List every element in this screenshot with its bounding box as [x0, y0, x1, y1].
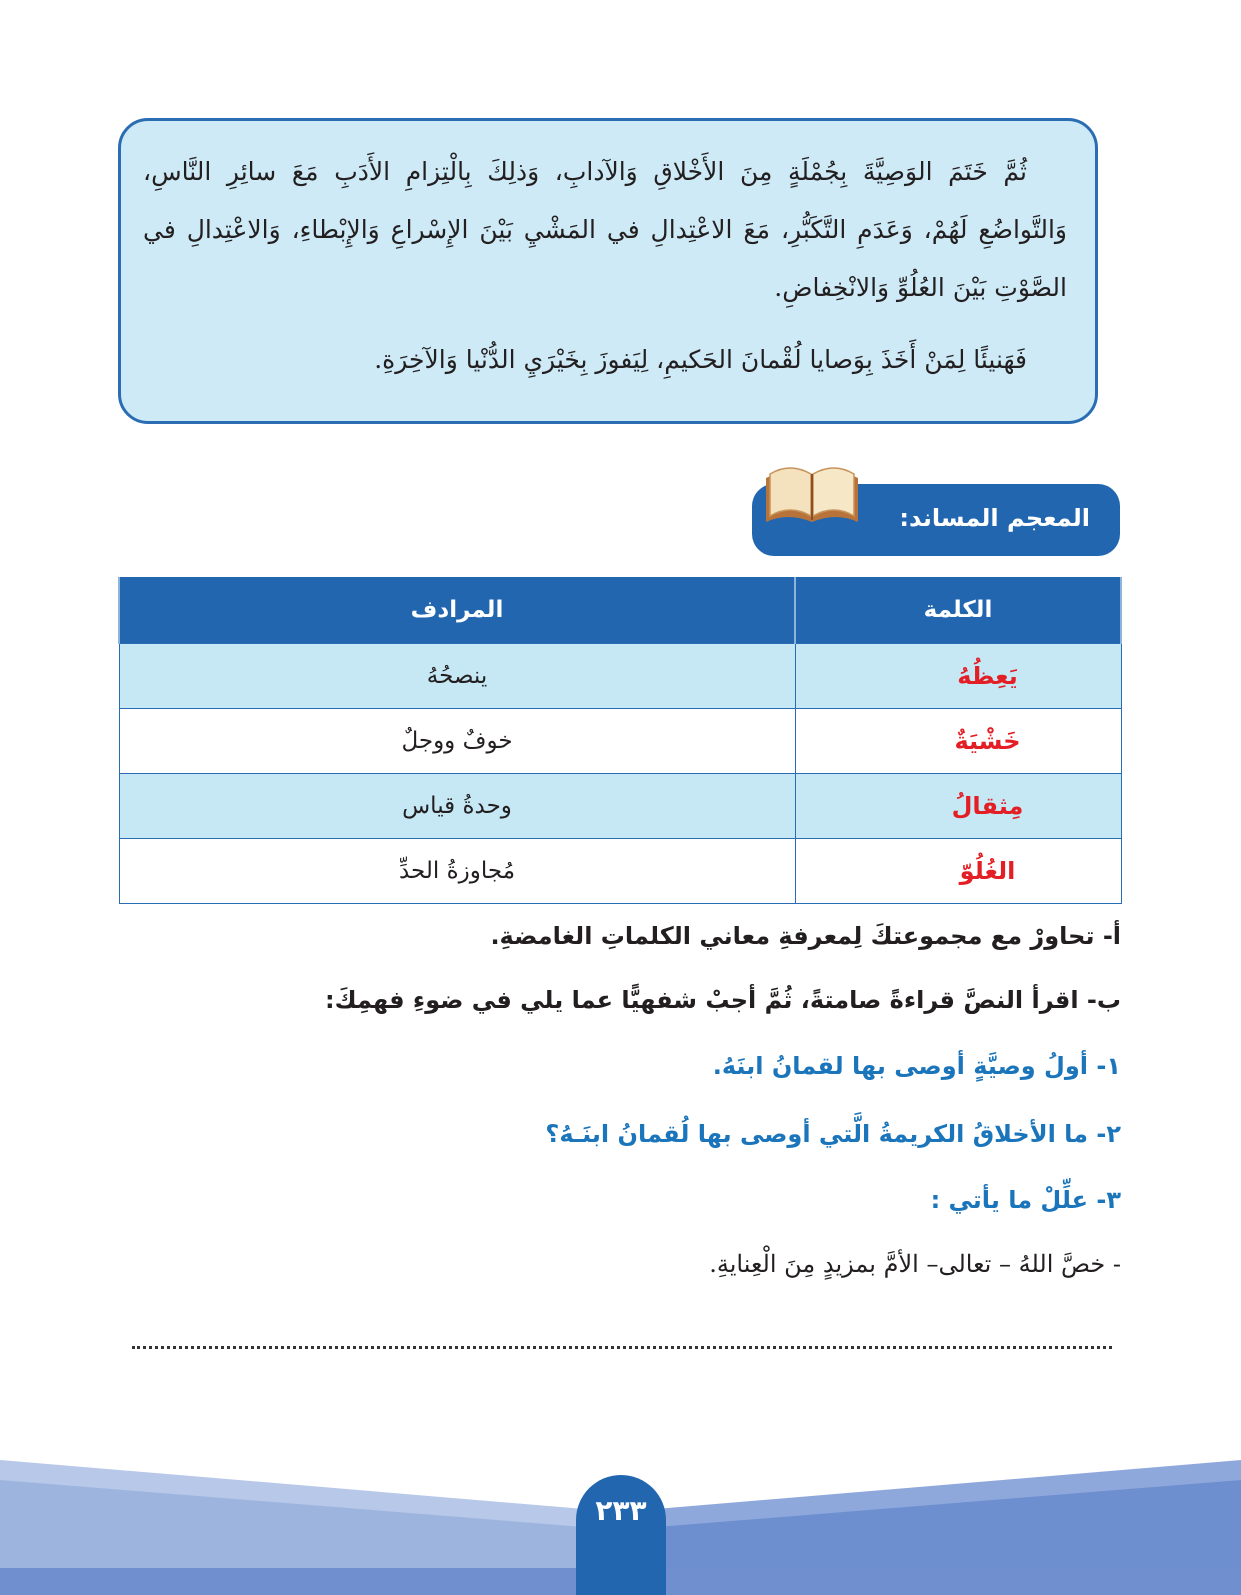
passage-paragraph-1: ثُمَّ خَتَمَ الوَصِيَّةَ بِجُمْلَةٍ مِنَ الأَخْلاقِ وَالآدابِ، وَذلِكَ بِالْتِزامِ الأَدَبِ مَعَ سائِرِ النَّاسِ، وَالتَّواضُعِ لَهُمْ، وَعَدَمِ التَّكَبُّرِ، مَعَ الاعْتِدالِ في المَشْيِ بَيْنَ الإِسْراعِ وَالإِبْطاءِ، وَالاعْتِدالِ في الصَّوْتِ بَيْنَ العُلُوِّ وَالانْخِفاضِ. [143, 157, 1067, 302]
passage-paragraph-2: فَهَنيئًا لِمَنْ أَخَذَ بِوَصايا لُقْمانَ الحَكيمِ، لِيَفوزَ بِخَيْرَيِ الدُّنْيا وَالآخِرَةِ. [374, 345, 1027, 374]
question-2: ٢- ما الأخلاقُ الكريمةُ الَّتي أوصى بها لُقمانُ ابنَـهُ؟ [545, 1120, 1121, 1148]
passage-box [118, 118, 1098, 424]
table-header-row [119, 577, 1121, 644]
synonym-cell: ينصحُهُ [119, 644, 795, 709]
word-cell: يَعِظُهُ [795, 644, 1121, 709]
table-row [119, 774, 1121, 839]
synonym-cell: مُجاوزةُ الحدِّ [119, 839, 795, 904]
word-cell: مِثقالُ [795, 774, 1121, 839]
dictionary-heading-label: المعجم المساند: [899, 504, 1090, 532]
column-header-word: الكلمة [795, 577, 1121, 644]
vocabulary-table [118, 577, 1122, 904]
synonym-cell: خوفٌ ووجلٌ [119, 709, 795, 774]
question-3-item: - خصَّ اللهُ – تعالى– الأمَّ بمزيدٍ مِنَ الْعِنايةِ. [709, 1250, 1121, 1278]
column-header-synonym: المرادف [119, 577, 795, 644]
question-3: ٣- علِّلْ ما يأتي : [930, 1186, 1121, 1214]
page-number: ٢٣٣ [576, 1475, 666, 1595]
table-row [119, 839, 1121, 904]
word-cell: الغُلُوّ [795, 839, 1121, 904]
open-book-icon [762, 460, 862, 528]
answer-line[interactable] [132, 1342, 1112, 1349]
word-cell: خَشْيَةٌ [795, 709, 1121, 774]
synonym-cell: وحدةُ قياس [119, 774, 795, 839]
table-row [119, 709, 1121, 774]
question-b: ب- اقرأ النصَّ قراءةً صامتةً، ثُمَّ أجبْ شفهيًّا عما يلي في ضوءِ فهمِكَ: [324, 986, 1121, 1014]
table-row [119, 644, 1121, 709]
question-1: ١- أولُ وصيَّةٍ أوصى بها لقمانُ ابنَهُ. [712, 1052, 1121, 1080]
question-a: أ- تحاورْ مع مجموعتكَ لِمعرفةِ معاني الكلماتِ الغامضةِ. [490, 922, 1121, 950]
